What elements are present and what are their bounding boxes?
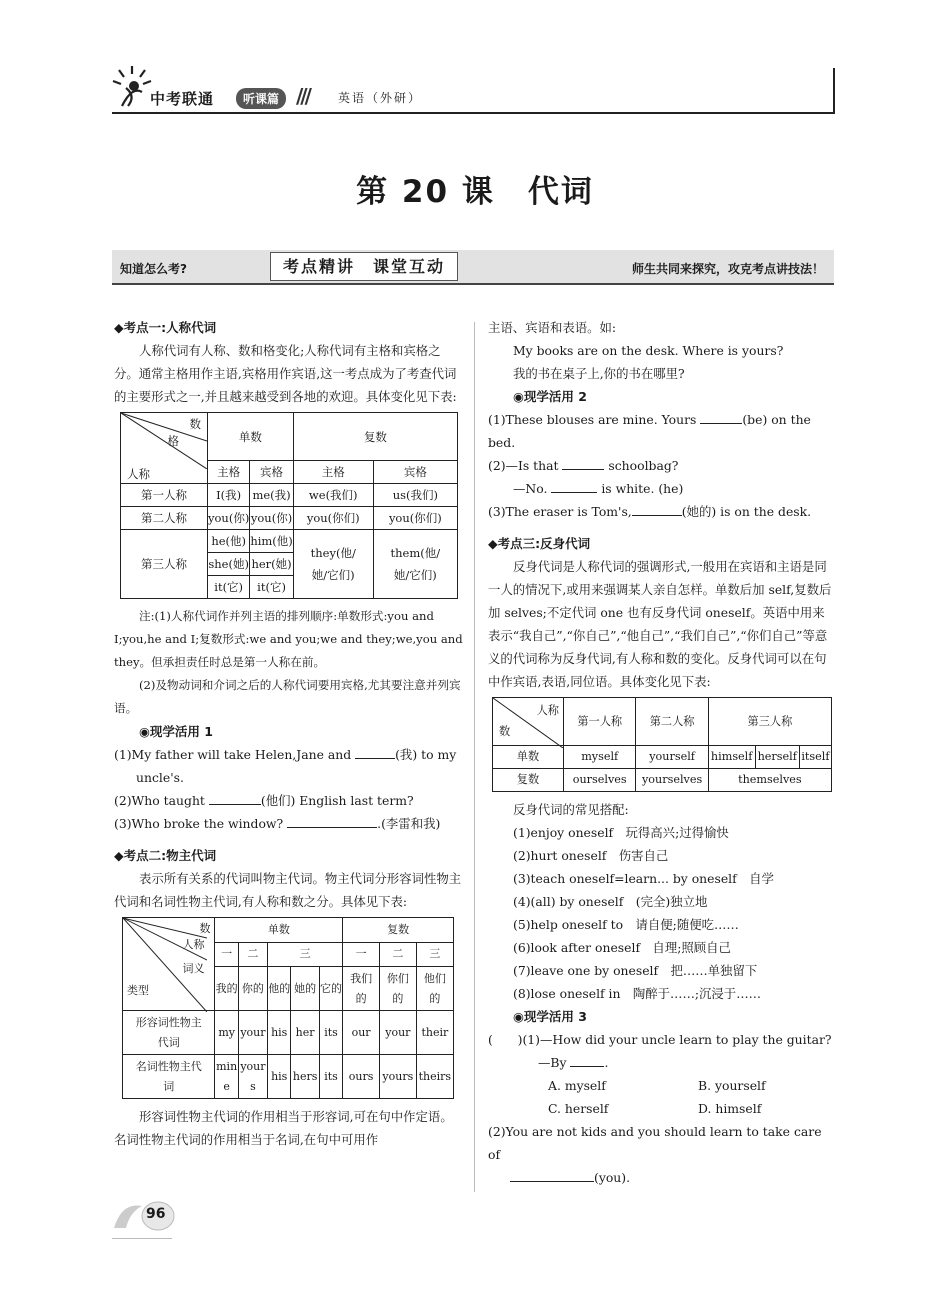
- diag-label: 数: [189, 417, 201, 431]
- table-cell: 第三人称: [121, 530, 208, 599]
- table-cell: 他的: [268, 967, 291, 1011]
- diag-label: 人称: [127, 467, 150, 481]
- decor-slashes: ///: [296, 84, 309, 108]
- col-header: 单数: [215, 918, 343, 943]
- personal-pronoun-table: [120, 412, 458, 599]
- table-diag-header: [121, 413, 208, 484]
- diag-label: 数: [199, 922, 211, 935]
- exercise-item: (1)These blouses are mine. Yours (be) on the bed.: [488, 412, 811, 450]
- table-diag-header: [493, 698, 564, 746]
- col-header: 二: [238, 942, 267, 967]
- table-cell: themselves: [708, 769, 831, 792]
- exercise-item: —By .: [538, 1055, 609, 1070]
- answer-blank[interactable]: [700, 411, 742, 424]
- answer-blank[interactable]: [355, 746, 395, 759]
- exercise-item: (2)Who taught (他们) English last term?: [114, 793, 414, 808]
- table-cell: herself: [755, 746, 799, 769]
- collocation-item: (7)leave one by oneself 把……单独留下: [513, 963, 758, 978]
- col-header: 第三人称: [708, 698, 831, 746]
- section-pill: 听课篇: [236, 88, 286, 109]
- table-cell: it(它): [208, 576, 250, 599]
- diag-label: 人称: [182, 938, 205, 951]
- option-row: [488, 1097, 834, 1120]
- exercise-item: —No. is white. (he): [513, 481, 684, 496]
- col-header: 复数: [343, 918, 454, 943]
- table-cell: theirs: [416, 1055, 453, 1099]
- table-cell: yours: [379, 1055, 416, 1099]
- example-en: My books are on the desk. Where is yours?: [513, 343, 784, 358]
- table-cell: your: [379, 1011, 416, 1055]
- collocation-item: (6)look after oneself 自理;照顾自己: [513, 940, 731, 955]
- table-cell: us(我们): [373, 484, 457, 507]
- exercise-item: (3)The eraser is Tom's, (她的) is on the desk.: [488, 504, 812, 519]
- table-cell: me(我): [250, 484, 293, 507]
- option-c[interactable]: C. herself: [548, 1101, 609, 1116]
- answer-blank[interactable]: [551, 480, 597, 493]
- table-cell: they(他/她/它们): [293, 530, 373, 599]
- col-header: 三: [416, 942, 453, 967]
- diag-label: 数: [499, 725, 511, 738]
- page-number-badge: [112, 1198, 178, 1234]
- table-cell: 第二人称: [121, 507, 208, 530]
- section-heading: ◆考点三:反身代词: [488, 536, 591, 551]
- logo-icon: [112, 66, 152, 110]
- table-cell: myself: [564, 746, 636, 769]
- example-zh: 我的书在桌子上,你的书在哪里?: [513, 366, 685, 381]
- diag-label: 格: [167, 434, 179, 448]
- col-header: 二: [379, 942, 416, 967]
- col-header: 三: [268, 942, 343, 967]
- table-cell: 我的: [215, 967, 238, 1011]
- answer-blank[interactable]: [562, 457, 604, 470]
- banner-left: 知道怎么考?: [120, 262, 187, 276]
- answer-blank[interactable]: [632, 503, 682, 516]
- table-cell: his: [268, 1055, 291, 1099]
- collocation-item: (8)lose oneself in 陶醉于……;沉浸于……: [513, 986, 761, 1001]
- exercise-item: (you).: [488, 1166, 834, 1189]
- col-header: 一: [215, 942, 238, 967]
- option-a[interactable]: A. myself: [548, 1078, 606, 1093]
- collocation-item: (1)enjoy oneself 玩得高兴;过得愉快: [513, 825, 729, 840]
- table-cell: yourselves: [636, 769, 708, 792]
- collocation-item: (4)(all) by oneself (完全)独立地: [513, 894, 708, 909]
- table-cell: them(他/她/它们): [373, 530, 457, 599]
- option-row: [488, 1074, 834, 1097]
- table-cell: himself: [708, 746, 755, 769]
- banner-center: 考点精讲 课堂互动: [270, 252, 458, 281]
- col-header: 主格: [208, 461, 250, 484]
- option-d[interactable]: D. himself: [698, 1101, 762, 1116]
- paragraph: 形容词性物主代词的作用相当于形容词,可在句中作定语。名词性物主代词的作用相当于名词,在句中可用作: [114, 1109, 453, 1147]
- table-cell: I(我): [208, 484, 250, 507]
- table-cell: ourselves: [564, 769, 636, 792]
- note: 注:(1)人称代词作并列主语的排列顺序:单数形式:you and I;you,he and I;复数形式:we and you;we and they;we,you and they。但承担责任时总是第一人称在前。: [114, 609, 463, 669]
- table-cell: 第一人称: [121, 484, 208, 507]
- table-cell: we(我们): [293, 484, 373, 507]
- table-cell: her: [291, 1011, 319, 1055]
- col-header: 一: [343, 942, 380, 967]
- answer-blank[interactable]: [287, 815, 377, 828]
- table-cell: 她的: [291, 967, 319, 1011]
- diag-label: 词义: [182, 962, 205, 975]
- possessive-pronoun-table: [122, 917, 454, 1099]
- table-cell: 名词性物主代词: [123, 1055, 215, 1099]
- answer-blank[interactable]: [209, 792, 261, 805]
- section-heading: ◆考点一:人称代词: [114, 320, 217, 335]
- row-header: 复数: [493, 769, 564, 792]
- table-cell: her(她): [250, 553, 293, 576]
- reflexive-pronoun-table: [492, 697, 832, 792]
- column-divider: [474, 322, 475, 1192]
- col-header: 复数: [293, 413, 457, 461]
- answer-blank[interactable]: [510, 1169, 594, 1182]
- col-header: 宾格: [250, 461, 293, 484]
- table-cell: our: [343, 1011, 380, 1055]
- exercise-item: ( )(1)—How did your uncle learn to play the guitar?: [488, 1032, 832, 1047]
- table-cell: mine: [215, 1055, 238, 1099]
- table-cell: you(你们): [293, 507, 373, 530]
- page-title: 第 20 课 代词: [356, 174, 594, 210]
- leaf-icon: [112, 1198, 178, 1234]
- exercise-item: (2)—Is that schoolbag?: [488, 458, 679, 473]
- practice-heading: ◉现学活用 1: [139, 724, 213, 739]
- right-column: [488, 316, 834, 1189]
- header-vrule: [833, 68, 835, 114]
- practice-heading: ◉现学活用 3: [513, 1009, 587, 1024]
- table-cell: 他们的: [416, 967, 453, 1011]
- table-cell: yourself: [636, 746, 708, 769]
- option-b[interactable]: B. yourself: [698, 1078, 766, 1093]
- table-cell: 形容词性物主代词: [123, 1011, 215, 1055]
- header-rule: [112, 112, 834, 114]
- brand-name: 中考联通: [150, 90, 215, 108]
- table-cell: its: [319, 1011, 342, 1055]
- table-cell: 它的: [319, 967, 342, 1011]
- section-banner: [112, 250, 834, 285]
- note: (2)及物动词和介词之后的人称代词要用宾格,尤其要注意并列宾语。: [114, 678, 461, 715]
- table-cell: 我们的: [343, 967, 380, 1011]
- diag-label: 人称: [536, 704, 559, 717]
- table-cell: hers: [291, 1055, 319, 1099]
- subject-label: 英语（外研）: [338, 91, 423, 105]
- paragraph: 反身代词的常见搭配:: [513, 802, 629, 817]
- paragraph: 反身代词是人称代词的强调形式,一般用在宾语和主语是同一人的情况下,或用来强调某人亲自怎样。单数后加 self,复数后加 selves;不定代词 one 也有反身代词 oneself。英语中用来表示“我自己”,“你自己”,“他自己”,“我们自己”,“你们自己”等意义的代词称为反身代词,有人称和数的变化。反身代词可以在句中作宾语,表语,同位语。具体变化见下表:: [488, 559, 832, 689]
- table-cell: you(你): [208, 507, 250, 530]
- table-cell: you(你们): [373, 507, 457, 530]
- table-cell: it(它): [250, 576, 293, 599]
- practice-heading: ◉现学活用 2: [513, 389, 587, 404]
- paragraph: 主语、宾语和表语。如:: [488, 320, 617, 335]
- paragraph: 人称代词有人称、数和格变化;人称代词有主格和宾格之分。通常主格用作主语,宾格用作宾语,这一考点成为了考查代词的主要形式之一,并且越来越受到各地的欢迎。具体变化见下表:: [114, 343, 457, 404]
- table-cell: its: [319, 1055, 342, 1099]
- collocation-item: (3)teach oneself=learn... by oneself 自学: [513, 871, 774, 886]
- answer-blank[interactable]: [570, 1054, 604, 1067]
- table-cell: your: [238, 1011, 267, 1055]
- table-cell: him(他): [250, 530, 293, 553]
- exercise-item: (3)Who broke the window? .(李雷和我): [114, 816, 441, 831]
- paragraph: 表示所有关系的代词叫物主代词。物主代词分形容词性物主代词和名词性物主代词,有人称和数之分。具体见下表:: [114, 871, 462, 909]
- banner-right: 师生共同来探究，攻克考点讲技法！: [631, 262, 824, 276]
- col-header: 宾格: [373, 461, 457, 484]
- table-cell: their: [416, 1011, 453, 1055]
- table-cell: yours: [238, 1055, 267, 1099]
- col-header: 单数: [208, 413, 294, 461]
- footer-rule: [112, 1238, 172, 1239]
- row-header: 单数: [493, 746, 564, 769]
- page-number: 96: [146, 1206, 166, 1222]
- exercise-item: (1)My father will take Helen,Jane and (我) to my uncle's.: [114, 747, 457, 785]
- table-cell: his: [268, 1011, 291, 1055]
- collocation-item: (2)hurt oneself 伤害自己: [513, 848, 669, 863]
- section-heading: ◆考点二:物主代词: [114, 848, 217, 863]
- diag-label: 类型: [127, 984, 149, 997]
- left-column: [114, 316, 464, 1151]
- table-cell: 你的: [238, 967, 267, 1011]
- collocation-item: (5)help oneself to 请自便;随便吃……: [513, 917, 739, 932]
- table-diag-header: [123, 918, 215, 1011]
- table-cell: my: [215, 1011, 238, 1055]
- col-header: 第一人称: [564, 698, 636, 746]
- table-cell: 你们的: [379, 967, 416, 1011]
- exercise-item: (2)You are not kids and you should learn to take care of: [488, 1124, 822, 1162]
- table-cell: ours: [343, 1055, 380, 1099]
- table-cell: she(她): [208, 553, 250, 576]
- table-cell: he(他): [208, 530, 250, 553]
- col-header: 主格: [293, 461, 373, 484]
- col-header: 第二人称: [636, 698, 708, 746]
- table-cell: itself: [799, 746, 831, 769]
- table-cell: you(你): [250, 507, 293, 530]
